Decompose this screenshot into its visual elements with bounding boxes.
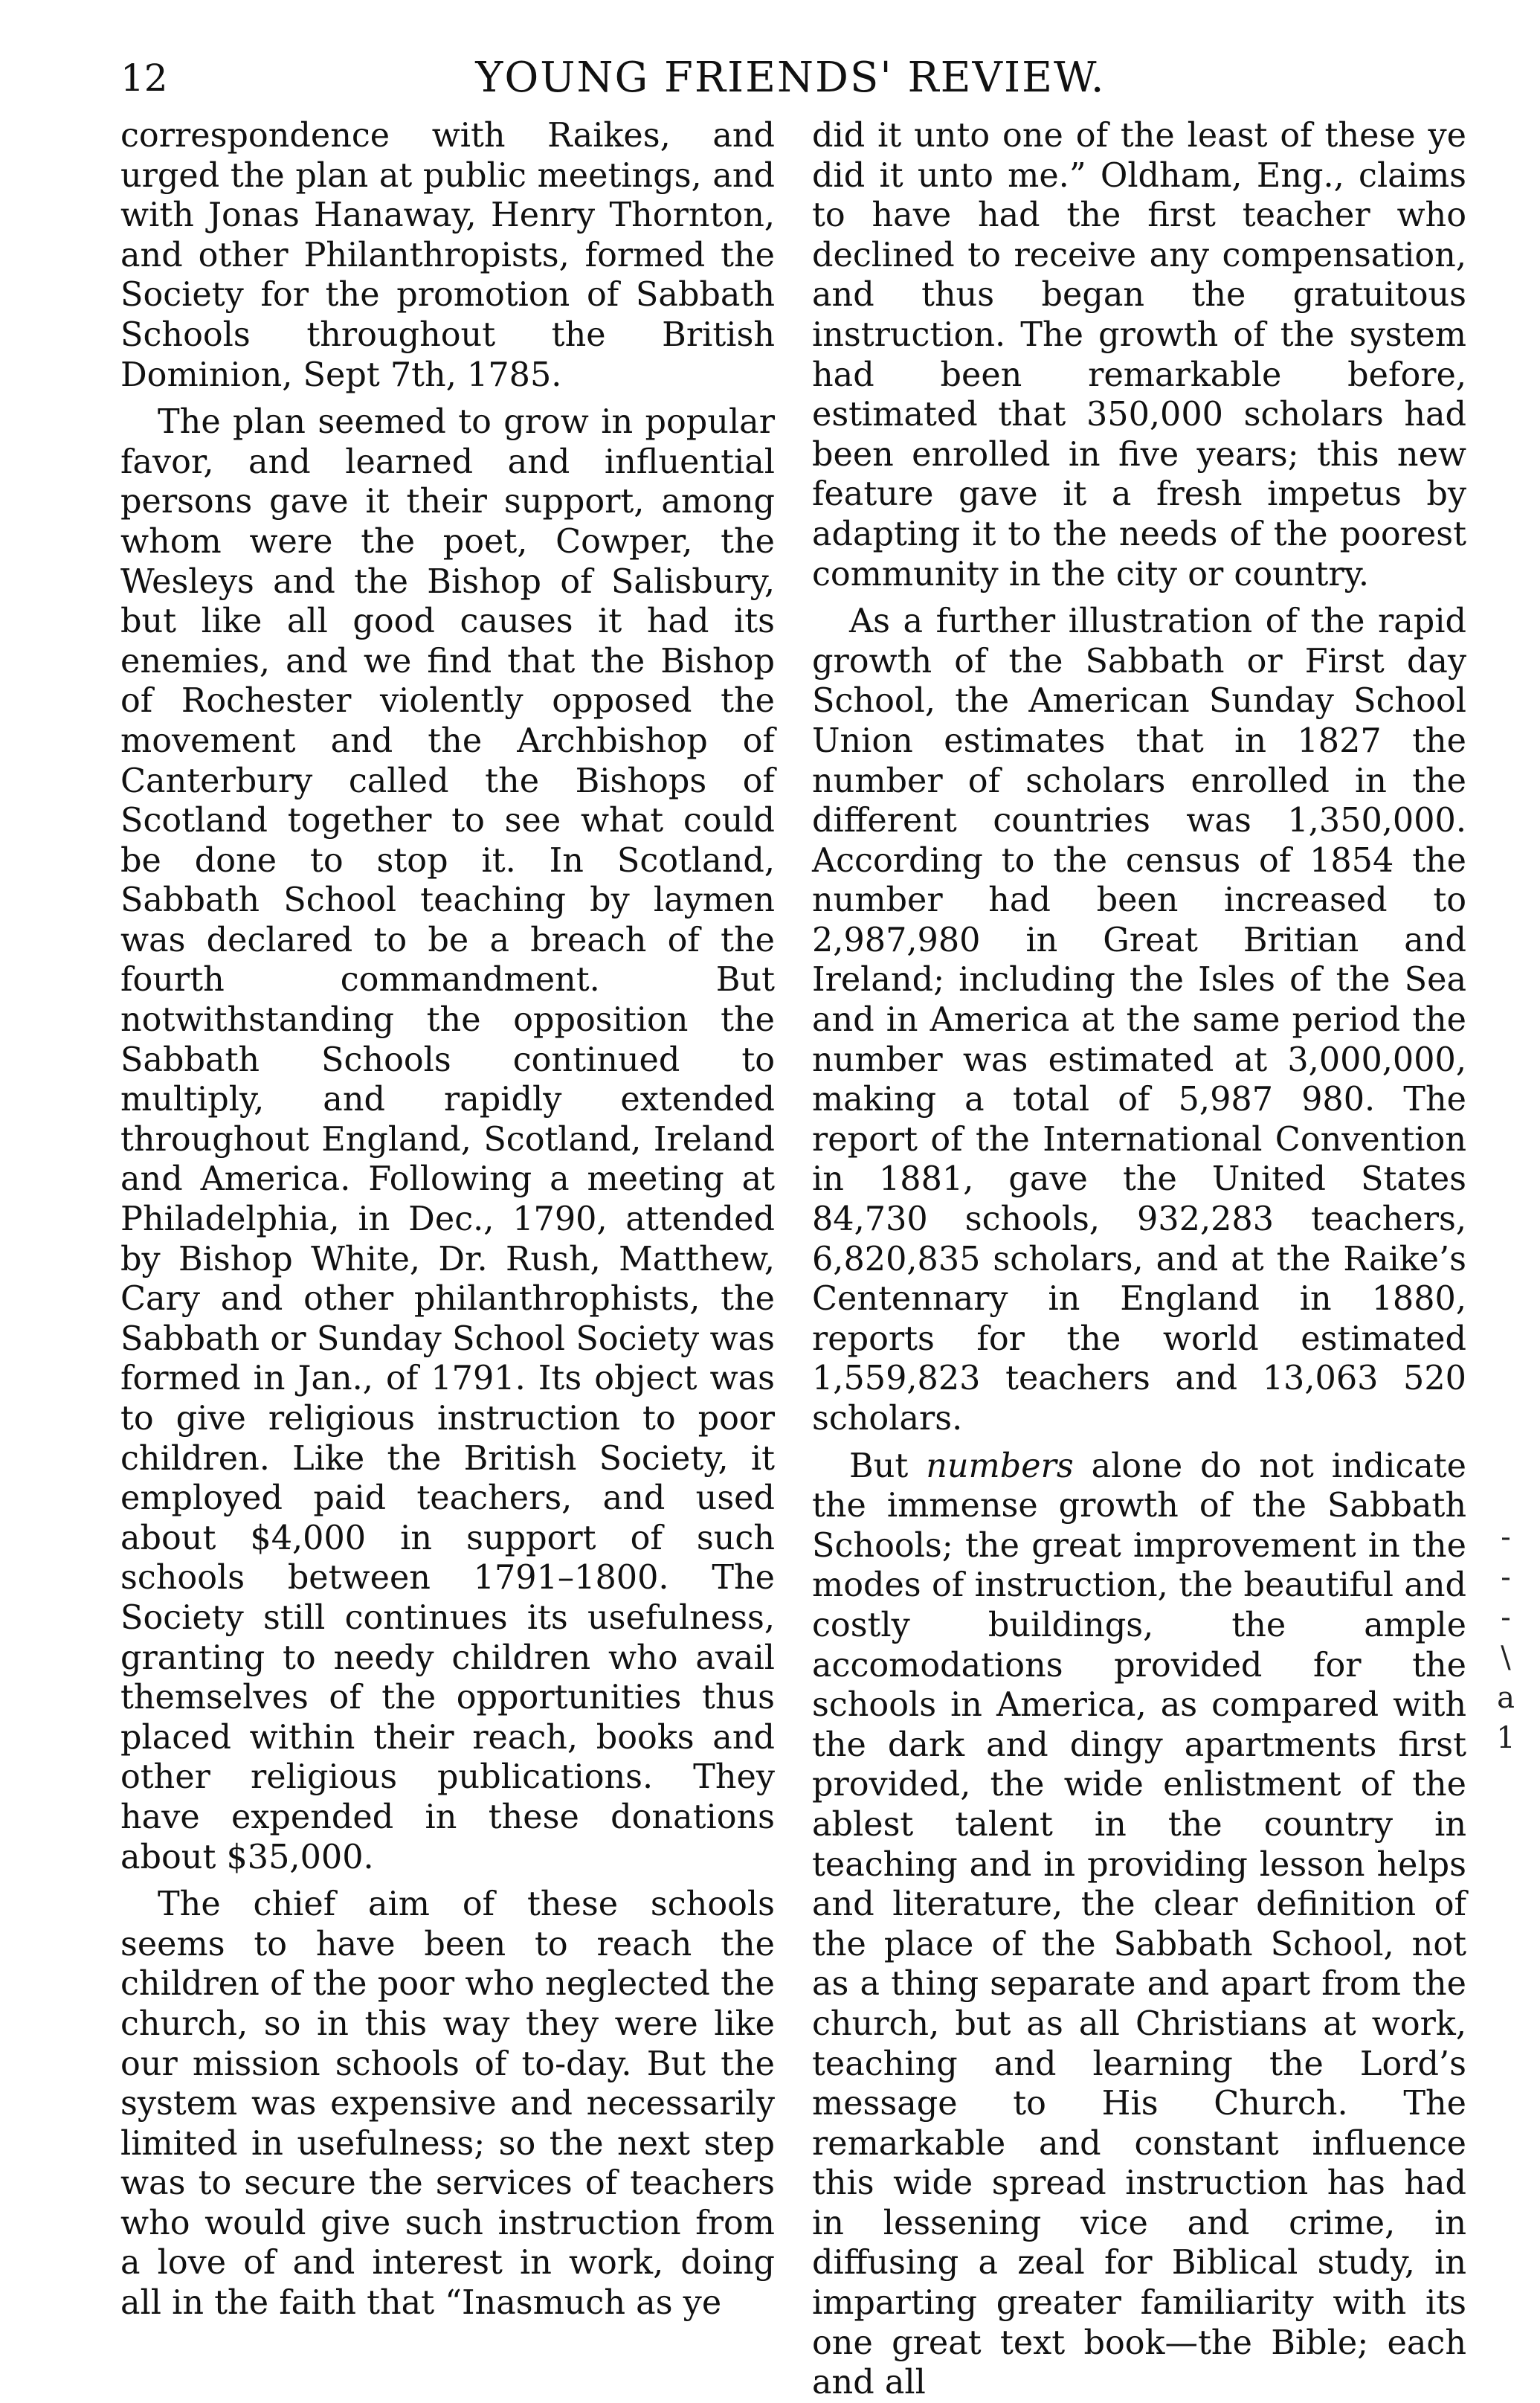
left-paragraph-2: The plan seemed to grow in popular favor, and learned and influential persons gave it their support, among whom were the poet, Cowper, the Wesleys and the Bishop of Salisbury, but like all good causes it had its enemies, and we find that the Bishop of Rochester violently opposed the movement and the Archbishop of Canterbury called the Bishops of Scotland together to see what could be done to stop it. In Scotland, Sabbath School teaching by laymen was declared to be a breach of the fourth commandment. But notwithstanding the opposition the Sabbath Schools continued to multiply, and rapidly extended throughout England, Scotland, Ireland and America. Following a meeting at Philadelphia, in Dec., 1790, attended by Bishop White, Dr. Rush, Matthew, Cary and other philanthrophists, the Sabbath or Sunday School Society was formed in Jan., of 1791. Its object was to give religious instruction to poor children. Like the British Society, it employed paid teachers, and used about $4,000 in support of such schools between 1791–1800. The Society still continues its usefulness, granting to needy children who avail themselves of the opportunities thus placed within their reach, books and other religious publications. They have expended in these donations about $35,000. [120,403,775,1876]
right-paragraph-3: But numbers alone do not indicate the immense growth of the Sabbath Schools; the great improvement in the modes of instruction, the beautiful and costly buildings, the ample accomodations provided for the schools in America, as compared with the dark and dingy apartments first provided, the wide enlistment of the ablest talent in the country in teaching and in providing lesson helps and literature, the clear definition of the place of the Sabbath School, not as a thing separate and apart from the church, but as all Christians at work, teaching and learning the Lord’s message to His Church. The remarkable and constant influence this wide spread instruction has had in lessening vice and crime, in diffusing a zeal for Biblical study, in imparting greater familiarity with its one great text book—the Bible; each and all [812,1447,1466,2402]
margin-mark: \ [1501,1641,1511,1675]
left-column [120,116,775,2323]
margin-mark: a [1497,1681,1515,1715]
right-column [812,116,1466,2402]
page-number: 12 [120,57,168,100]
running-title: YOUNG FRIENDS' REVIEW. [475,54,1106,102]
margin-mark: 1 [1496,1721,1515,1755]
page-header [120,45,1460,112]
left-paragraph-1: correspondence with Raikes, and urged the plan at public meetings, and with Jonas Hanaway, Henry Thornton, and other Philanthropists, formed the Society for the promotion of Sabbath Schools throughout the British Dominion, Sept 7th, 1785. [120,117,775,394]
margin-mark: - [1501,1520,1511,1554]
margin-marks [1487,1517,1524,1758]
left-paragraph-3: The chief aim of these schools seems to have been to reach the children of the poor who neglected the church, so in this way they were like our mission schools of to-day. But the system was expensive and necessarily limited in usefulness; so the next step was to secure the services of teachers who would give such instruction from a love of and interest in work, doing all in the faith that “Inasmuch as ye [120,1885,775,2323]
right-paragraph-2: As a further illustration of the rapid growth of the Sabbath or First day School, the American Sunday School Union estimates that in 1827 the number of scholars enrolled in the different countries was 1,350,000. According to the census of 1854 the number had been increased to 2,987,980 in Great Britian and Ireland; including the Isles of the Sea and in America at the same period the number was estimated at 3,000,000, making a total of 5,987 980. The report of the International Convention in 1881, gave the United States 84,730 schools, 932,283 teachers, 6,820,835 scholars, and at the Raike’s Centennary in England in 1880, reports for the world estimated 1,559,823 teachers and 13,063 520 scholars. [812,602,1466,1438]
margin-mark: - [1501,1560,1511,1595]
right-paragraph-1: did it unto one of the least of these ye did it unto me.” Oldham, Eng., claims to have had the first teacher who declined to receive any compensation, and thus began the gratuitous instruction. The growth of the system had been remarkable before, estimated that 350,000 scholars had been enrolled in five years; this new feature gave it a fresh impetus by adapting it to the needs of the poorest community in the city or country. [812,117,1466,593]
emphasis: numbers [926,1447,1074,1485]
margin-mark: - [1501,1601,1511,1635]
